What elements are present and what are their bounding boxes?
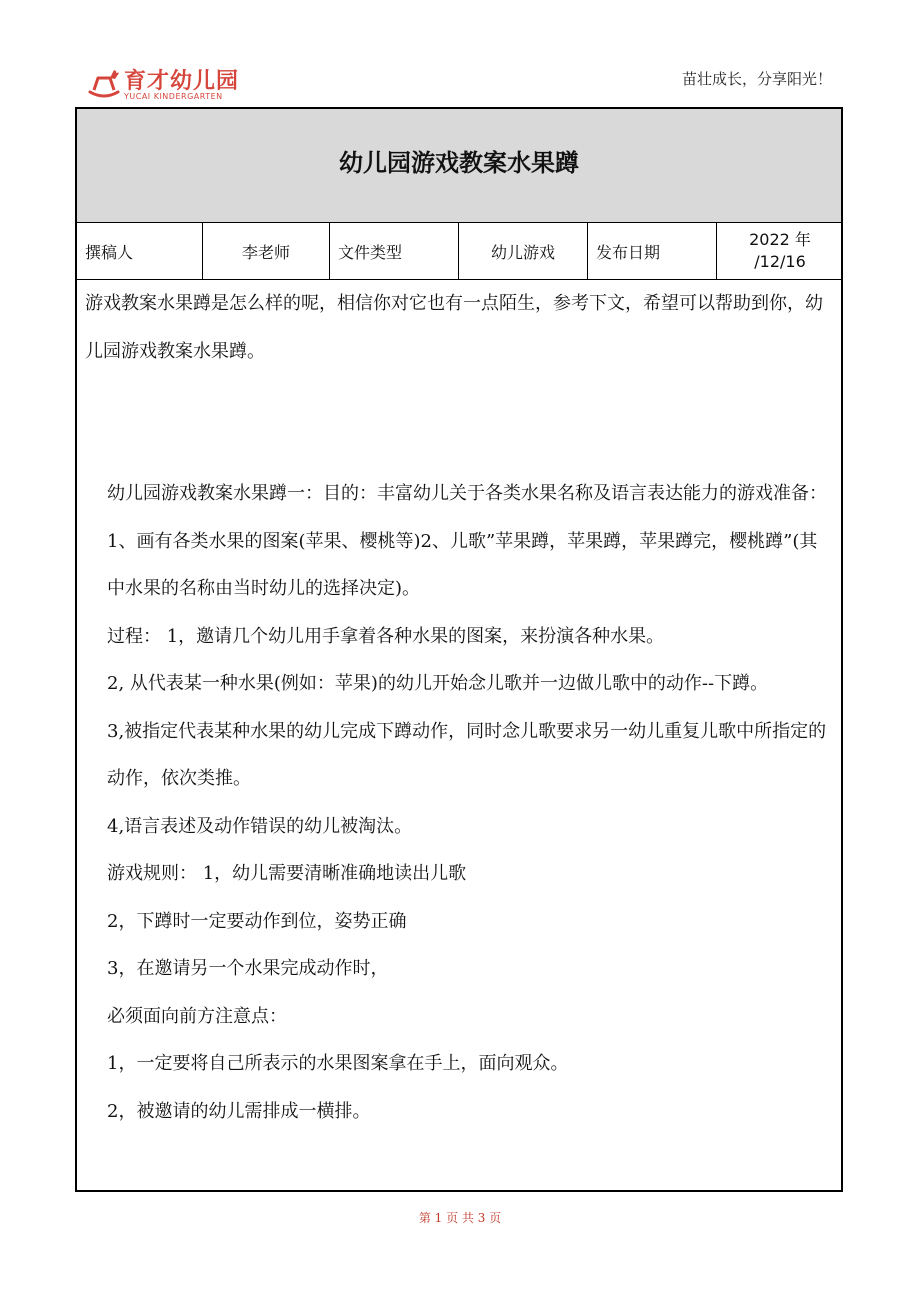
page-title: 幼儿园游戏教案水果蹲 — [339, 149, 579, 177]
logo-chinese-name: 育才幼儿园 — [124, 69, 240, 94]
body-paragraph: 1，一定要将自己所表示的水果图案拿在手上，面向观众。 — [107, 1053, 569, 1074]
brand-logo — [84, 62, 284, 106]
type-label: 文件类型 — [330, 223, 459, 279]
author-value: 李老师 — [203, 223, 330, 279]
header-slogan: 苗壮成长，分享阳光！ — [681, 70, 832, 88]
body-paragraph: 必须面向前方注意点： — [107, 1005, 287, 1027]
date-value — [717, 223, 843, 279]
body-paragraph: 2, 从代表某一种水果(例如：苹果)的幼儿开始念儿歌并一边做儿歌中的动作--下蹲。 — [107, 673, 769, 694]
body-paragraph: 过程： 1，邀请几个幼儿用手拿着各种水果的图案，来扮演各种水果。 — [107, 625, 665, 647]
document-sheet — [75, 107, 843, 1192]
date-line-1: 2022 年 — [749, 230, 811, 249]
type-value: 幼儿游戏 — [459, 223, 588, 279]
author-label: 撰稿人 — [77, 223, 203, 279]
title-bar — [77, 109, 841, 223]
meta-row — [77, 223, 841, 280]
body-paragraph: 2，下蹲时一定要动作到位，姿势正确 — [107, 910, 407, 932]
rocking-horse-icon — [84, 62, 124, 102]
date-line-2: /12/16 — [754, 252, 806, 271]
logo-english-name: YUCAI KINDERGARTEN — [124, 92, 223, 101]
body-paragraph: 游戏规则： 1，幼儿需要清晰准确地读出儿歌 — [107, 863, 467, 884]
body-paragraph: 3,被指定代表某种水果的幼儿完成下蹲动作，同时念儿歌要求另一幼儿重复儿歌中所指定的动作，依次类推。 — [107, 720, 827, 789]
body-paragraph: 3，在邀请另一个水果完成动作时， — [107, 958, 389, 979]
body-paragraph: 4,语言表述及动作错误的幼儿被淘汰。 — [107, 815, 413, 837]
intro-paragraph: 游戏教案水果蹲是怎么样的呢，相信你对它也有一点陌生，参考下文，希望可以帮助到你，幼儿园游戏教案水果蹲。 — [85, 293, 823, 362]
body-spacer — [85, 375, 835, 470]
page-footer: 第 1 页 共 3 页 — [418, 1211, 502, 1225]
document-body — [85, 280, 835, 1135]
date-label: 发布日期 — [588, 223, 717, 279]
body-paragraph: 幼儿园游戏教案水果蹲一：目的：丰富幼儿关于各类水果名称及语言表达能力的游戏准备：1、画有各类水果的图案(苹果、樱桃等)2、儿歌”苹果蹲，苹果蹲，苹果蹲完，樱桃蹲”(其中水果的名称由当时幼儿的选择决定)。 — [107, 483, 827, 599]
body-paragraph: 2，被邀请的幼儿需排成一横排。 — [107, 1100, 371, 1122]
